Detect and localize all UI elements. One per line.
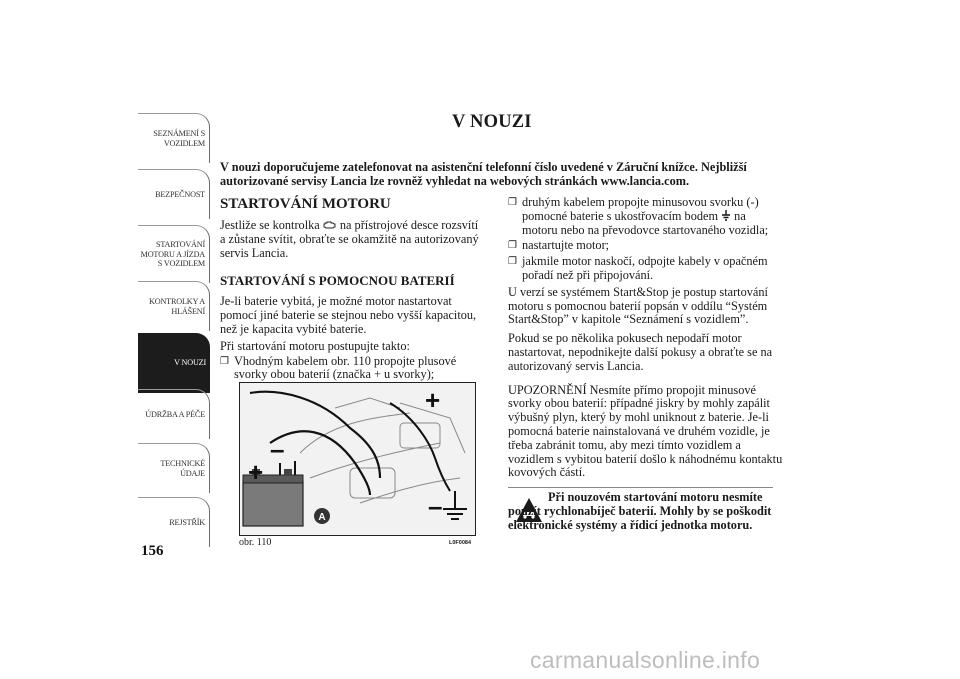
subheading-pomocna-baterie: STARTOVÁNÍ S POMOCNOU BATERIÍ xyxy=(220,273,455,289)
page-title: V NOUZI xyxy=(452,112,532,132)
tab-v-nouzi[interactable]: V NOUZI xyxy=(138,333,210,393)
figure-label-a: A xyxy=(318,512,326,523)
ground-icon xyxy=(721,210,731,221)
tab-bezpecnost[interactable]: BEZPEČNOST xyxy=(138,169,210,219)
figure-minus-right: – xyxy=(428,491,443,521)
page-number: 156 xyxy=(141,543,164,559)
section-heading-startovani-motoru: STARTOVÁNÍ MOTORU xyxy=(220,196,391,212)
paragraph-vybita-baterie: Je-li baterie vybitá, je možné motor nastartovat pomocí jiné baterie se stejnou nebo vyšší kapacitou, než je kapacita vybité baterie. xyxy=(220,294,477,336)
paragraph-opakovane-pokusy: Pokud se po několika pokusech nepodaří motor nastartovat, nepodnikejte další pokusy a obraťte se na autorizovaný servis Lancia. xyxy=(508,331,773,373)
list-item: ❐ druhým kabelem propojte minusovou svorku (-) pomocné baterie s ukostřovacím bodem na motoru nebo na převodovce startovaného vozidla; xyxy=(508,196,783,237)
intro-paragraph: V nouzi doporučujeme zatelefonovat na asistenční telefonní číslo uvedené v Záruční knížce. Nejbližší autorizované servisy Lancia lze rovněž vyhledat na webových stránkách www.lancia.com. xyxy=(220,160,747,188)
list-item: ❐ nastartujte motor; xyxy=(508,239,783,253)
warning-text: Při nouzovém startování motoru nesmíte použít rychlonabíječ baterií. Mohly by se poškodit elektronické systémy a řídicí jednotka motoru. xyxy=(508,490,772,532)
tab-technicke-udaje[interactable]: TECHNICKÉ ÚDAJE xyxy=(138,443,210,493)
tab-kontrolky-a-hlaseni[interactable]: KONTROLKY A HLÁŠENÍ xyxy=(138,281,210,331)
figure-plus-left: + xyxy=(248,457,264,487)
tab-rejstrik[interactable]: REJSTŘÍK xyxy=(138,497,210,547)
jump-start-drawing xyxy=(240,383,476,536)
paragraph-postup: Při startování motoru postupujte takto: xyxy=(220,338,410,353)
paragraph-kontrolka: Jestliže se kontrolka na přístrojové desce rozsvítí a zůstane svítit, obraťte se okamžitě na autorizovaný servis Lancia. xyxy=(220,218,479,260)
list-item: ❐ jakmile motor naskočí, odpojte kabely v opačném pořadí než při připojování. xyxy=(508,255,783,283)
tab-udrzba-a-pece[interactable]: ÚDRŽBA A PÉČE xyxy=(138,389,210,439)
left-column xyxy=(220,196,485,382)
tab-startovani-motoru[interactable]: STARTOVÁNÍ MOTORU A JÍZDA S VOZIDLEM xyxy=(138,225,210,283)
warning-divider xyxy=(508,487,773,488)
watermark: carmanualsonline.info xyxy=(530,647,761,673)
engine-warning-icon xyxy=(323,220,337,230)
figure-caption: obr. 110 xyxy=(239,537,272,548)
jump-start-illustration xyxy=(239,382,476,536)
caution-paragraph: UPOZORNĚNÍ Nesmíte přímo propojit minusové svorky obou baterií: případné jiskry by mohly zapálit výbušný plyn, který by mohl uniknout z baterie. Je-li pomocná baterie nainstalovaná ve druhém vozidle, je třeba zabránit tomu, aby mezi tímto vozidlem a vozidlem s vybitou baterií došlo k náhodnému kontaktu kovových částí. xyxy=(508,382,783,480)
tab-seznameni-s-vozidlem[interactable]: SEZNÁMENÍ S VOZIDLEM xyxy=(138,113,210,163)
figure-code: L0F0084 xyxy=(449,540,472,546)
figure-plus-right: + xyxy=(425,385,441,415)
list-item: ❐ Vhodným kabelem obr. 110 propojte plusové svorky obou baterií (značka + u svorky); xyxy=(220,355,485,383)
paragraph-start-stop: U verzí se systémem Start&Stop je postup startování motoru s pomocnou baterií popsán v oddílu “Systém Start&Stop” v kapitole “Seznámení s vozidlem”. xyxy=(508,284,768,327)
right-column xyxy=(508,196,783,480)
figure-minus-left: – xyxy=(270,434,285,464)
